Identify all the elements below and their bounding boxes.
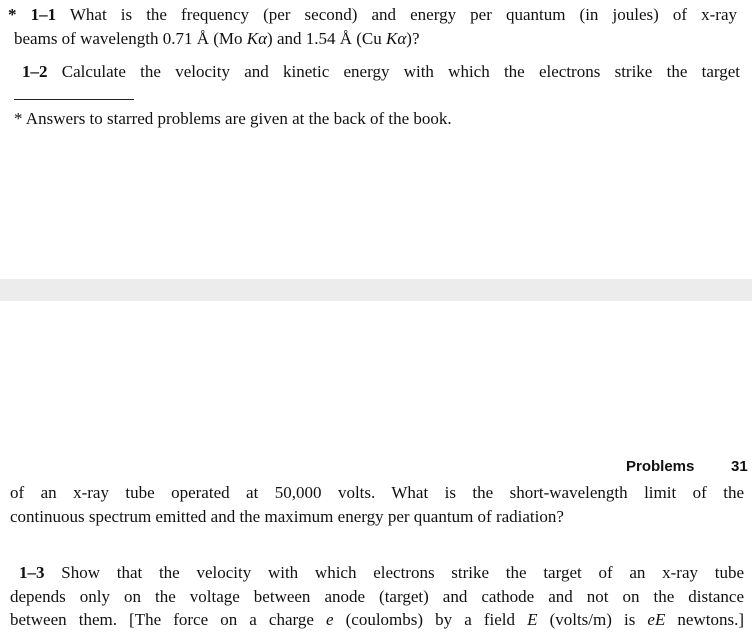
charge-symbol: e (326, 610, 334, 629)
problem-1-2-line-1 (22, 60, 740, 84)
k-alpha-symbol: Kα (246, 29, 268, 48)
problem-1-3-line-2: depends only on the voltage between anode (target) and cathode and not on the distance (10, 587, 744, 606)
problem-1-3-line-3 (10, 608, 744, 632)
problem-1-2-continued-line-1: of an x-ray tube operated at 50,000 volts. What is the short-wavelength limit of the (10, 483, 744, 502)
problem-text: What is the frequency (per second) and energy per quantum (in joules) of x-ray (69, 5, 737, 24)
text-fragment: ) and 1.54 Å (Cu (267, 29, 387, 48)
page-number: 31 (731, 458, 748, 475)
text-fragment: (volts/m) is (537, 610, 648, 629)
problem-number: 1–2 (22, 62, 48, 81)
problem-1-1-line-2 (14, 27, 737, 51)
text-fragment: beams of wavelength 0.71 Å (Mo (14, 29, 247, 48)
text-fragment: newtons.] (665, 610, 744, 629)
problem-text: Calculate the velocity and kinetic energy with which the electrons strike the target (61, 62, 741, 81)
problem-1-2-continued-line-2: continuous spectrum emitted and the maximum energy per quantum of radiation? (10, 507, 564, 526)
page-gap (0, 279, 752, 301)
text-fragment: )? (406, 29, 420, 48)
text-fragment: (coulombs) by a field (333, 610, 528, 629)
problem-text: Show that the velocity with which electrons strike the target of an x-ray tube (61, 563, 745, 582)
problem-number: 1–1 (30, 5, 57, 24)
problem-1-1-line-1 (8, 3, 737, 27)
k-alpha-symbol: Kα (386, 29, 407, 48)
problem-1-3-line-1 (19, 561, 744, 585)
force-symbol: eE (647, 610, 666, 629)
running-header-title: Problems (626, 458, 695, 475)
footnote: * Answers to starred problems are given at the back of the book. (14, 109, 452, 128)
footnote-divider (14, 99, 134, 100)
star-marker: * (8, 5, 17, 24)
problem-number: 1–3 (19, 563, 45, 582)
text-fragment: between them. [The force on a charge (10, 610, 326, 629)
field-symbol: E (527, 610, 538, 629)
